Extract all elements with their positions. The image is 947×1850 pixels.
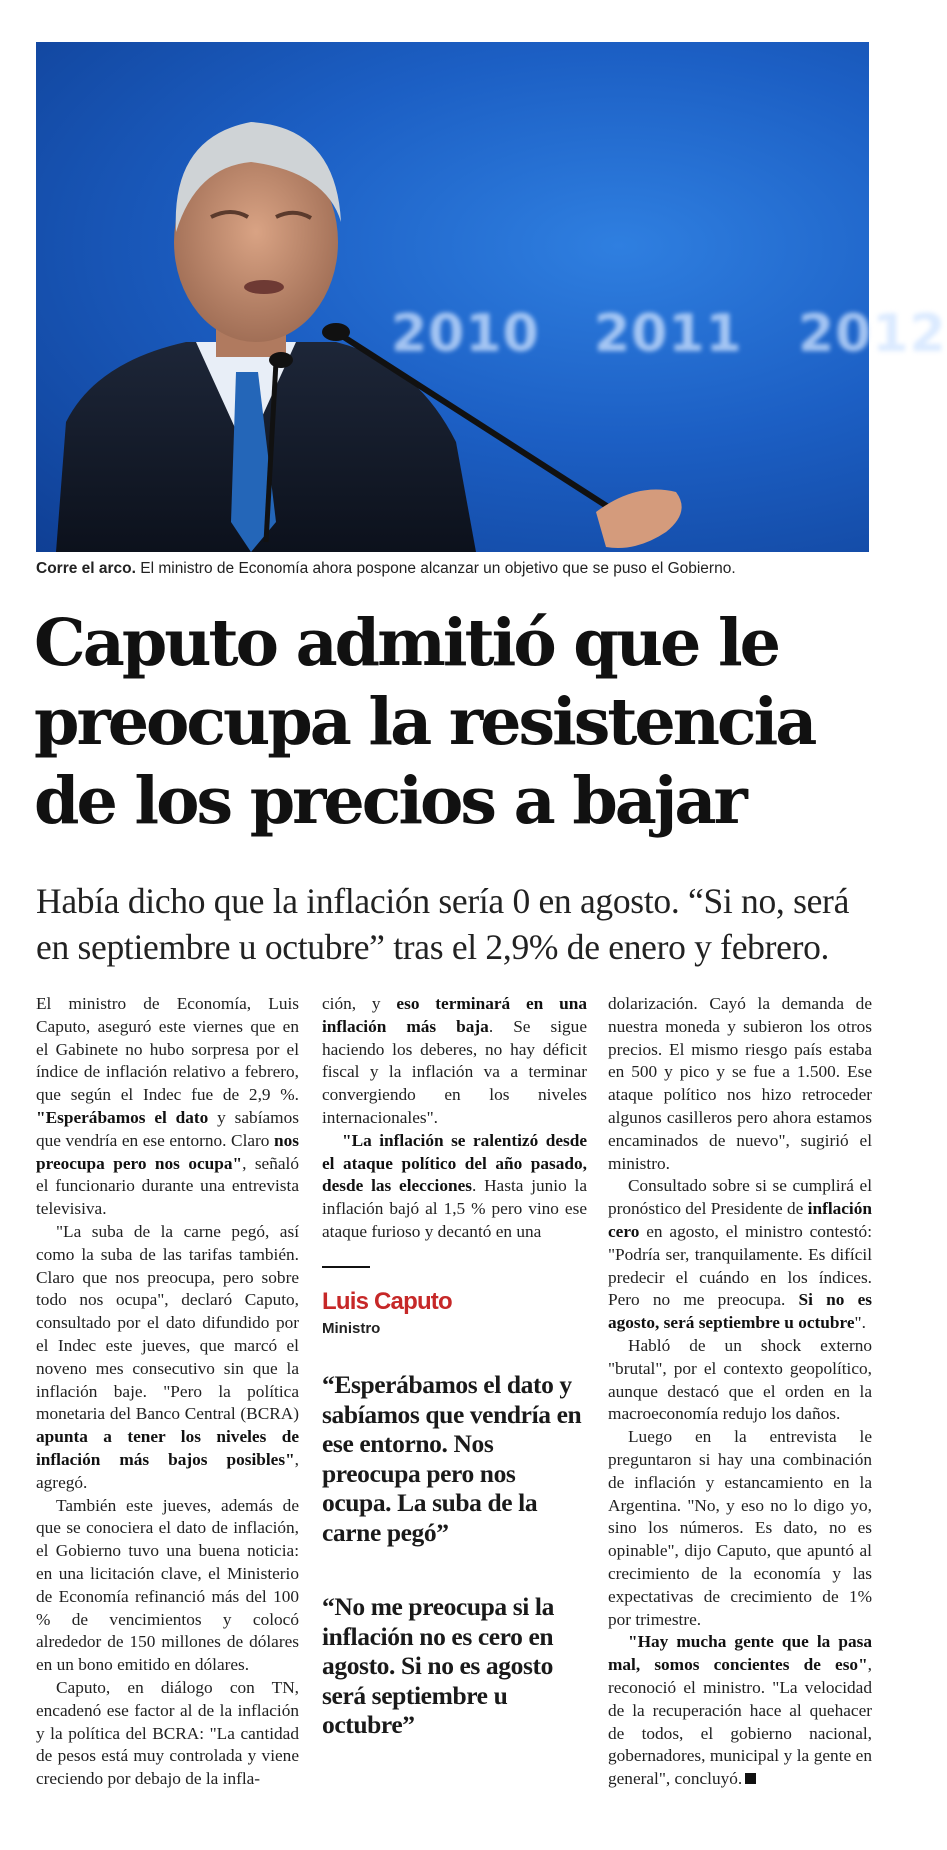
article-photo xyxy=(36,42,947,552)
text-run: "La suba de la carne pegó, así como la suba de las tarifas también. Claro que nos preocupa, pero sobre todo nos ocupa", declaró Caputo, consultado por el dato difundido por el Indec este jueves, que marcó el noveno mes consecutivo sin que la inflación baje. "Pero la política monetaria del Banco Central (BCRA) xyxy=(36,1221,299,1424)
text-run: . Se sigue haciendo los deberes, no hay déficit fiscal y la inflación va a terminar convergiendo en los niveles internacionales". xyxy=(322,1016,587,1127)
deck-subheadline: Había dicho que la inflación sería 0 en agosto. “Si no, será en septiembre u octubre” tras el 2,9% de enero y febrero. xyxy=(36,881,850,967)
paragraph: Caputo, en diálogo con TN, encadenó ese factor al de la inflación y la política del BCRA: "La cantidad de pesos está muy controlada y viene creciendo por debajo de la infla- xyxy=(36,1677,299,1789)
article-column-1 xyxy=(36,993,299,1791)
pullquote-2: “No me preocupa si la inflación no es cero en agosto. Si no es agosto será septiembre u octubre” xyxy=(322,1592,554,1739)
text-run: , reconoció el ministro. "La velocidad de la recuperación hace al quehacer de todos, el gobierno nacional, gobernadores, municipal y la gente en general", concluyó. xyxy=(608,1655,872,1789)
bold-run: "La inflación se ralentizó desde el ataque político del año pasado, desde las elecciones xyxy=(322,1130,587,1196)
text-run: El ministro de Economía, Luis Caputo, aseguró este viernes que en el Gabinete no hubo sorpresa por el índice de inflación relativo a febrero, que según el Indec fue de 2,9 %. xyxy=(36,994,299,1105)
pullquote-1: “Esperábamos el dato y sabíamos que vendría en ese entorno. Nos preocupa pero nos ocupa. La suba de la carne pegó” xyxy=(322,1370,582,1547)
photo-caption xyxy=(36,560,869,578)
paragraph xyxy=(322,1130,587,1244)
caption-text: El ministro de Economía ahora pospone alcanzar un objetivo que se puso el Gobierno. xyxy=(135,560,736,577)
paragraph: También este jueves, además de que se conociera el dato de inflación, el Gobierno tuvo una buena noticia: en una licitación clave, el Ministerio de Economía refinanció más del 100 % de vencimientos y colocó alrededor de 150 millones de dólares en un bono emitido en dólares. xyxy=(36,1495,299,1675)
bold-run: eso terminará en una inflación más baja xyxy=(322,994,588,1036)
pullquote-role: Ministro xyxy=(322,1320,381,1337)
text-run: y sabíamos que vendría en ese entorno. Claro xyxy=(36,1107,299,1150)
paragraph xyxy=(608,1631,872,1791)
bold-run: apunta a tener los niveles de inflación más bajos posibles" xyxy=(36,1427,299,1469)
background-year-2011: 2011 xyxy=(594,304,743,364)
paragraph: dolarización. Cayó la demanda de nuestra moneda y subieron los otros precios. El mismo riesgo país estaba en 500 y pico y se fue a 1.500. Ese ataque político nos hizo retroceder algunos casilleros pero ahora estamos encaminados de nuevo", sugirió el ministro. xyxy=(608,994,872,1173)
text-run: , señaló el funcionario durante una entrevista televisiva. xyxy=(36,1153,299,1219)
speaker-illustration xyxy=(36,42,869,552)
paragraph: Habló de un shock externo "brutal", por el contexto geopolítico, aunque destacó que el orden en la macroeconomía redujo los daños. xyxy=(608,1335,872,1424)
text-run: , agregó. xyxy=(36,1449,299,1492)
bold-run: "Hay mucha gente que la pasa mal, somos concientes de eso" xyxy=(608,1632,872,1675)
paragraph xyxy=(322,993,587,1130)
paragraph xyxy=(608,1175,872,1335)
bold-run: "Esperábamos el dato xyxy=(36,1107,209,1127)
text-run: ". xyxy=(854,1313,866,1333)
text-run: . Hasta junio la inflación bajó al 1,5 % pero vino ese ataque furioso y decantó en una xyxy=(322,1176,587,1241)
text-run: ción, y xyxy=(322,994,397,1013)
bold-run: Si no es agosto, será septiembre u octubre xyxy=(608,1290,872,1333)
bold-run: nos preocupa pero nos ocupa" xyxy=(36,1130,299,1173)
headline: Caputo admitió que le preocupa la resistencia de los precios a bajar xyxy=(34,605,815,839)
text-run: en agosto, el ministro contestó: "Podría ser, tranquilamente. Es difícil predecir el cuándo en los índices. Pero no me preocupa. xyxy=(608,1221,872,1310)
pullquote-rule xyxy=(322,1266,370,1268)
background-year-2012: 2012 xyxy=(798,304,947,364)
background-year-2010: 2010 xyxy=(391,304,540,364)
article-column-3 xyxy=(608,993,872,1791)
article-column-2 xyxy=(322,993,587,1244)
text-run: Consultado sobre si se cumplirá el pronóstico del Presidente de xyxy=(608,1176,872,1219)
caption-lead: Corre el arco. xyxy=(36,560,136,577)
paragraph xyxy=(36,1221,299,1495)
paragraph xyxy=(36,993,299,1221)
pullquote-name: Luis Caputo xyxy=(322,1288,452,1315)
bold-run: inflación cero xyxy=(608,1199,872,1241)
end-of-article-mark xyxy=(745,1773,756,1784)
paragraph: Luego en la entrevista le preguntaron si hay una combinación de inflación y estancamiento en la Argentina. "No, y eso no lo digo yo, sino los números. Es dato, no es opinable", dijo Caputo, que apuntó al crecimiento de la economía y las expectativas de crecimiento de 1% por trimestre. xyxy=(608,1427,872,1629)
